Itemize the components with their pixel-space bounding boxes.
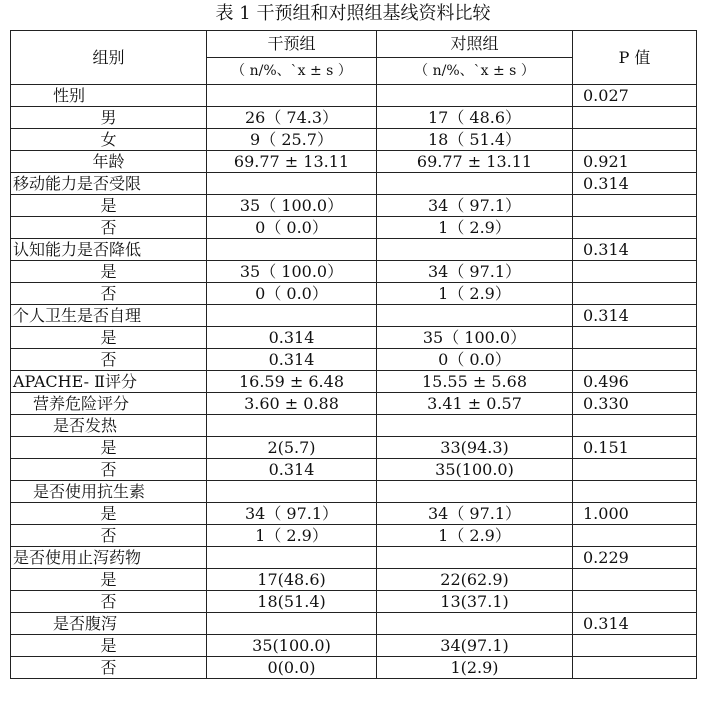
row-label: 个人卫生是否自理 (11, 305, 207, 327)
table-row (11, 85, 697, 107)
p-value (573, 349, 697, 371)
control-value (377, 239, 573, 261)
table-row (11, 547, 697, 569)
control-value: 22(62.9) (377, 569, 573, 591)
p-value: 0.314 (573, 239, 697, 261)
table-row (11, 591, 697, 613)
control-value: 35(100.0) (377, 459, 573, 481)
row-label: 年龄 (11, 151, 207, 173)
p-value (573, 217, 697, 239)
p-value (573, 481, 697, 503)
intervention-value (207, 613, 377, 635)
row-label: 营养危险评分 (11, 393, 207, 415)
table-row (11, 261, 697, 283)
p-value (573, 525, 697, 547)
p-value: 0.314 (573, 173, 697, 195)
p-value (573, 459, 697, 481)
row-label: 是 (11, 569, 207, 591)
baseline-comparison-table (10, 30, 697, 679)
p-value (573, 327, 697, 349)
table-row (11, 657, 697, 679)
p-value: 0.496 (573, 371, 697, 393)
table-row (11, 525, 697, 547)
intervention-value: 35(100.0) (207, 635, 377, 657)
intervention-value: 2(5.7) (207, 437, 377, 459)
row-label: 女 (11, 129, 207, 151)
header-intervention: 干预组 (207, 31, 377, 58)
intervention-value: 0（ 0.0） (207, 283, 377, 305)
p-value: 0.151 (573, 437, 697, 459)
row-label: 是 (11, 503, 207, 525)
control-value: 1（ 2.9） (377, 525, 573, 547)
control-value: 35（ 100.0） (377, 327, 573, 349)
control-value (377, 547, 573, 569)
row-label: 否 (11, 525, 207, 547)
table-row (11, 569, 697, 591)
intervention-value: 1（ 2.9） (207, 525, 377, 547)
table-row (11, 327, 697, 349)
p-value (573, 635, 697, 657)
p-value (573, 261, 697, 283)
row-label: 否 (11, 349, 207, 371)
intervention-value: 35（ 100.0） (207, 195, 377, 217)
control-value: 34（ 97.1） (377, 503, 573, 525)
control-value (377, 613, 573, 635)
header-control: 对照组 (377, 31, 573, 58)
row-label: 性别 (11, 85, 207, 107)
p-value (573, 195, 697, 217)
header-p-value: P 值 (573, 31, 697, 85)
row-label: 是否使用抗生素 (11, 481, 207, 503)
row-label: 否 (11, 591, 207, 613)
p-value (573, 283, 697, 305)
row-label: 否 (11, 459, 207, 481)
header-group: 组别 (11, 31, 207, 85)
row-label: 是 (11, 261, 207, 283)
intervention-value: 17(48.6) (207, 569, 377, 591)
p-value: 0.921 (573, 151, 697, 173)
intervention-value (207, 85, 377, 107)
row-label: 是否发热 (11, 415, 207, 437)
row-label: 是否腹泻 (11, 613, 207, 635)
table-row (11, 503, 697, 525)
control-value (377, 305, 573, 327)
control-value (377, 415, 573, 437)
row-label: 否 (11, 217, 207, 239)
intervention-value: 18(51.4) (207, 591, 377, 613)
intervention-value: 26（ 74.3） (207, 107, 377, 129)
table-row (11, 107, 697, 129)
intervention-value: 0（ 0.0） (207, 217, 377, 239)
header-control-stat: （ n/%、`x ± s ） (377, 58, 573, 85)
table-row (11, 283, 697, 305)
control-value: 69.77 ± 13.11 (377, 151, 573, 173)
p-value: 0.330 (573, 393, 697, 415)
intervention-value: 0.314 (207, 459, 377, 481)
intervention-value (207, 239, 377, 261)
table-row (11, 305, 697, 327)
p-value: 0.314 (573, 305, 697, 327)
control-value (377, 85, 573, 107)
row-label: 是 (11, 195, 207, 217)
control-value: 13(37.1) (377, 591, 573, 613)
intervention-value: 35（ 100.0） (207, 261, 377, 283)
intervention-value (207, 305, 377, 327)
table-row (11, 151, 697, 173)
table-row (11, 635, 697, 657)
control-value (377, 173, 573, 195)
table-row (11, 173, 697, 195)
control-value: 34（ 97.1） (377, 195, 573, 217)
p-value (573, 415, 697, 437)
table-caption: 表 1 干预组和对照组基线资料比较 (215, 3, 491, 24)
intervention-value: 69.77 ± 13.11 (207, 151, 377, 173)
control-value (377, 481, 573, 503)
header-row (11, 31, 697, 58)
table-row (11, 129, 697, 151)
p-value: 0.314 (573, 613, 697, 635)
intervention-value (207, 481, 377, 503)
table-row (11, 239, 697, 261)
control-value: 34（ 97.1） (377, 261, 573, 283)
table-row (11, 217, 697, 239)
header-intervention-stat: （ n/%、`x ± s ） (207, 58, 377, 85)
table-row (11, 393, 697, 415)
row-label: 移动能力是否受限 (11, 173, 207, 195)
row-label: 是 (11, 635, 207, 657)
control-value: 17（ 48.6） (377, 107, 573, 129)
control-value: 33(94.3) (377, 437, 573, 459)
intervention-value: 0.314 (207, 349, 377, 371)
row-label: APACHE- Ⅱ评分 (11, 371, 207, 393)
row-label: 是 (11, 437, 207, 459)
row-label: 否 (11, 283, 207, 305)
table-row (11, 613, 697, 635)
p-value: 0.229 (573, 547, 697, 569)
p-value: 0.027 (573, 85, 697, 107)
p-value (573, 129, 697, 151)
intervention-value (207, 173, 377, 195)
p-value: 1.000 (573, 503, 697, 525)
control-value: 1（ 2.9） (377, 217, 573, 239)
row-label: 是 (11, 327, 207, 349)
control-value: 1(2.9) (377, 657, 573, 679)
row-label: 男 (11, 107, 207, 129)
p-value (573, 591, 697, 613)
intervention-value: 0.314 (207, 327, 377, 349)
intervention-value (207, 415, 377, 437)
control-value: 18（ 51.4） (377, 129, 573, 151)
table-row (11, 195, 697, 217)
row-label: 认知能力是否降低 (11, 239, 207, 261)
control-value: 34(97.1) (377, 635, 573, 657)
p-value (573, 569, 697, 591)
row-label: 是否使用止泻药物 (11, 547, 207, 569)
intervention-value (207, 547, 377, 569)
table-row (11, 459, 697, 481)
table-row (11, 415, 697, 437)
row-label: 否 (11, 657, 207, 679)
intervention-value: 9（ 25.7） (207, 129, 377, 151)
control-value: 15.55 ± 5.68 (377, 371, 573, 393)
control-value: 1（ 2.9） (377, 283, 573, 305)
table-row (11, 481, 697, 503)
p-value (573, 657, 697, 679)
p-value (573, 107, 697, 129)
table-row (11, 349, 697, 371)
intervention-value: 0(0.0) (207, 657, 377, 679)
intervention-value: 34（ 97.1） (207, 503, 377, 525)
intervention-value: 3.60 ± 0.88 (207, 393, 377, 415)
control-value: 3.41 ± 0.57 (377, 393, 573, 415)
intervention-value: 16.59 ± 6.48 (207, 371, 377, 393)
table-row (11, 437, 697, 459)
control-value: 0（ 0.0） (377, 349, 573, 371)
table-row (11, 371, 697, 393)
